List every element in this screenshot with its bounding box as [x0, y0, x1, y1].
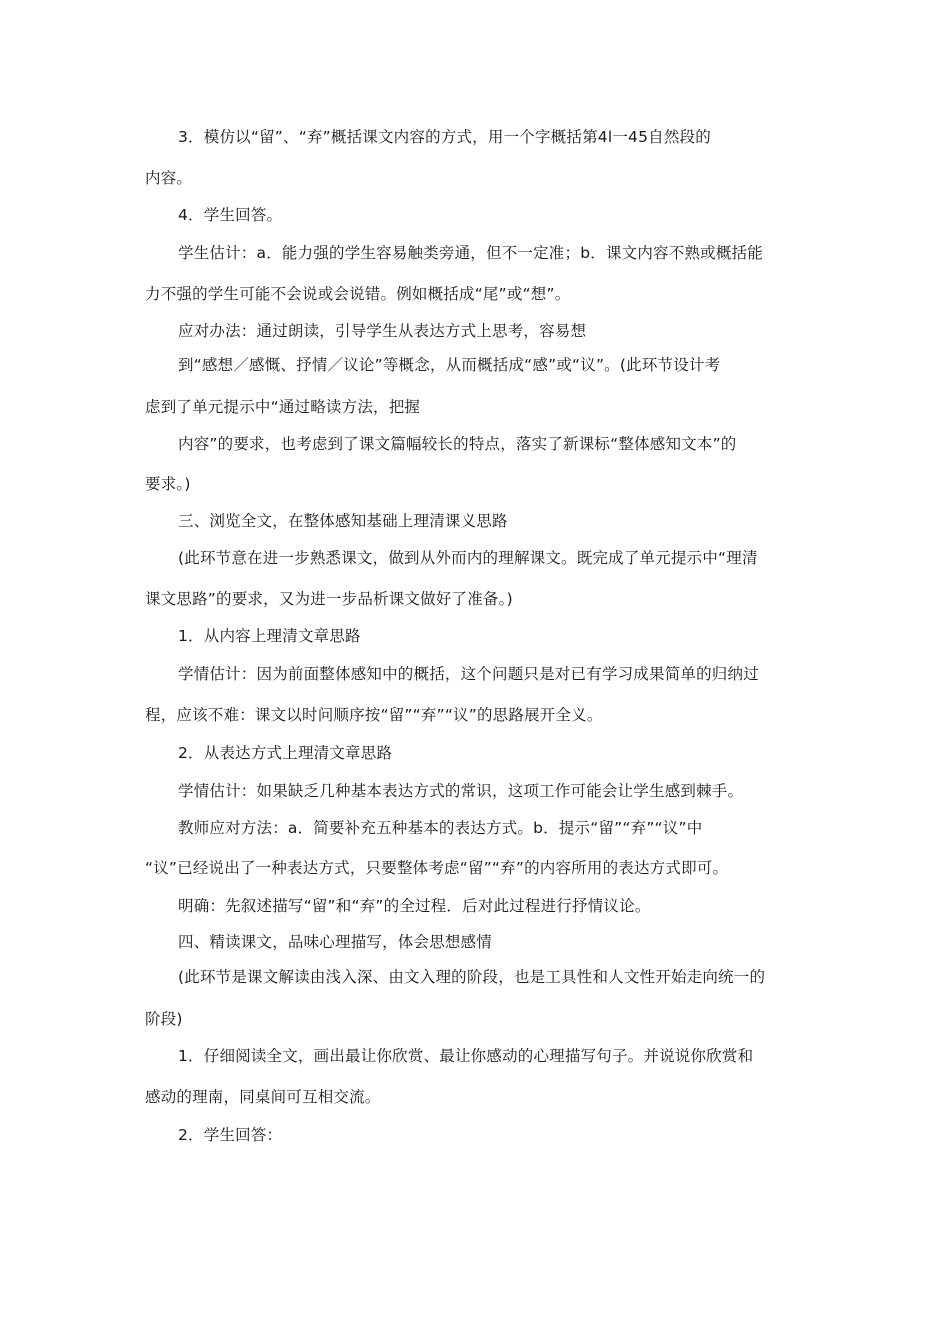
paragraph-line: 感动的理南，同桌间可互相交流。 [145, 1088, 381, 1106]
paragraph-line: 1．从内容上理清文章思路 [178, 627, 361, 645]
paragraph-line: 虑到了单元提示中“通过略读方法，把握 [145, 398, 421, 416]
paragraph-line: 到“感想／感慨、抒情／议论”等概念，从而概括成“感”或“议”。(此环节设计考 [178, 356, 721, 374]
section-heading: 三、浏览全文，在整体感知基础上理清课义思路 [178, 512, 508, 530]
paragraph-line: 学生估计：a．能力强的学生容易触类旁通，但不一定准；b．课文内容不熟或概括能 [178, 244, 763, 262]
paragraph-line: 阶段) [145, 1010, 183, 1028]
section-heading: 四、精读课文，品味心理描写，体会思想感情 [178, 933, 493, 951]
paragraph-line: “议”已经说出了一种表达方式，只要整体考虑“留”“弃”的内容所用的表达方式即可。 [145, 859, 729, 877]
paragraph-line: 学情估计：因为前面整体感知中的概括，这个问题只是对已有学习成果简单的归纳过 [178, 665, 759, 683]
paragraph-line: (此环节是课文解读由浅入深、由文入理的阶段，也是工具性和人文性开始走向统一的 [178, 968, 766, 986]
paragraph-line: 4．学生回答。 [178, 206, 283, 224]
paragraph-line: 3．模仿以“留”、“弃”概括课文内容的方式，用一个字概括第4l一45自然段的 [178, 128, 711, 146]
paragraph-line: 程，应该不难：课文以时问顺序按“留”“弃”“议”的思路展开全义。 [145, 706, 603, 724]
paragraph-line: 力不强的学生可能不会说或会说错。例如概括成“尾”或“想”。 [145, 285, 571, 303]
paragraph-line: 内容”的要求，也考虑到了课文篇幅较长的特点，落实了新课标“整体感知文本”的 [178, 435, 737, 453]
paragraph-line: 应对办法：通过朗读，引导学生从表达方式上思考，容易想 [178, 322, 587, 340]
paragraph-line: 学情估计：如果缺乏几种基本表达方式的常识，这项工作可能会让学生感到棘手。 [178, 782, 744, 800]
paragraph-line: 明确：先叙述描写“留”和“弃”的全过程．后对此过程进行抒情议论。 [178, 897, 651, 915]
paragraph-line: 要求。) [145, 475, 191, 493]
paragraph-line: 教师应对方法：a．简要补充五种基本的表达方式。b．提示“留”“弃”“议”中 [178, 819, 703, 837]
paragraph-line: 课文思路”的要求，又为进一步品析课文做好了准备。) [145, 590, 513, 608]
paragraph-line: (此环节意在进一步熟悉课文，做到从外而内的理解课文。既完成了单元提示中“理清 [178, 549, 758, 567]
paragraph-line: 内容。 [145, 169, 193, 187]
paragraph-line: 2．学生回答： [178, 1126, 283, 1144]
paragraph-line: 2．从表达方式上理清文章思路 [178, 744, 393, 762]
paragraph-line: 1．仔细阅读全文，画出最让你欣赏、最让你感动的心理描写句子。并说说你欣赏和 [178, 1047, 754, 1065]
